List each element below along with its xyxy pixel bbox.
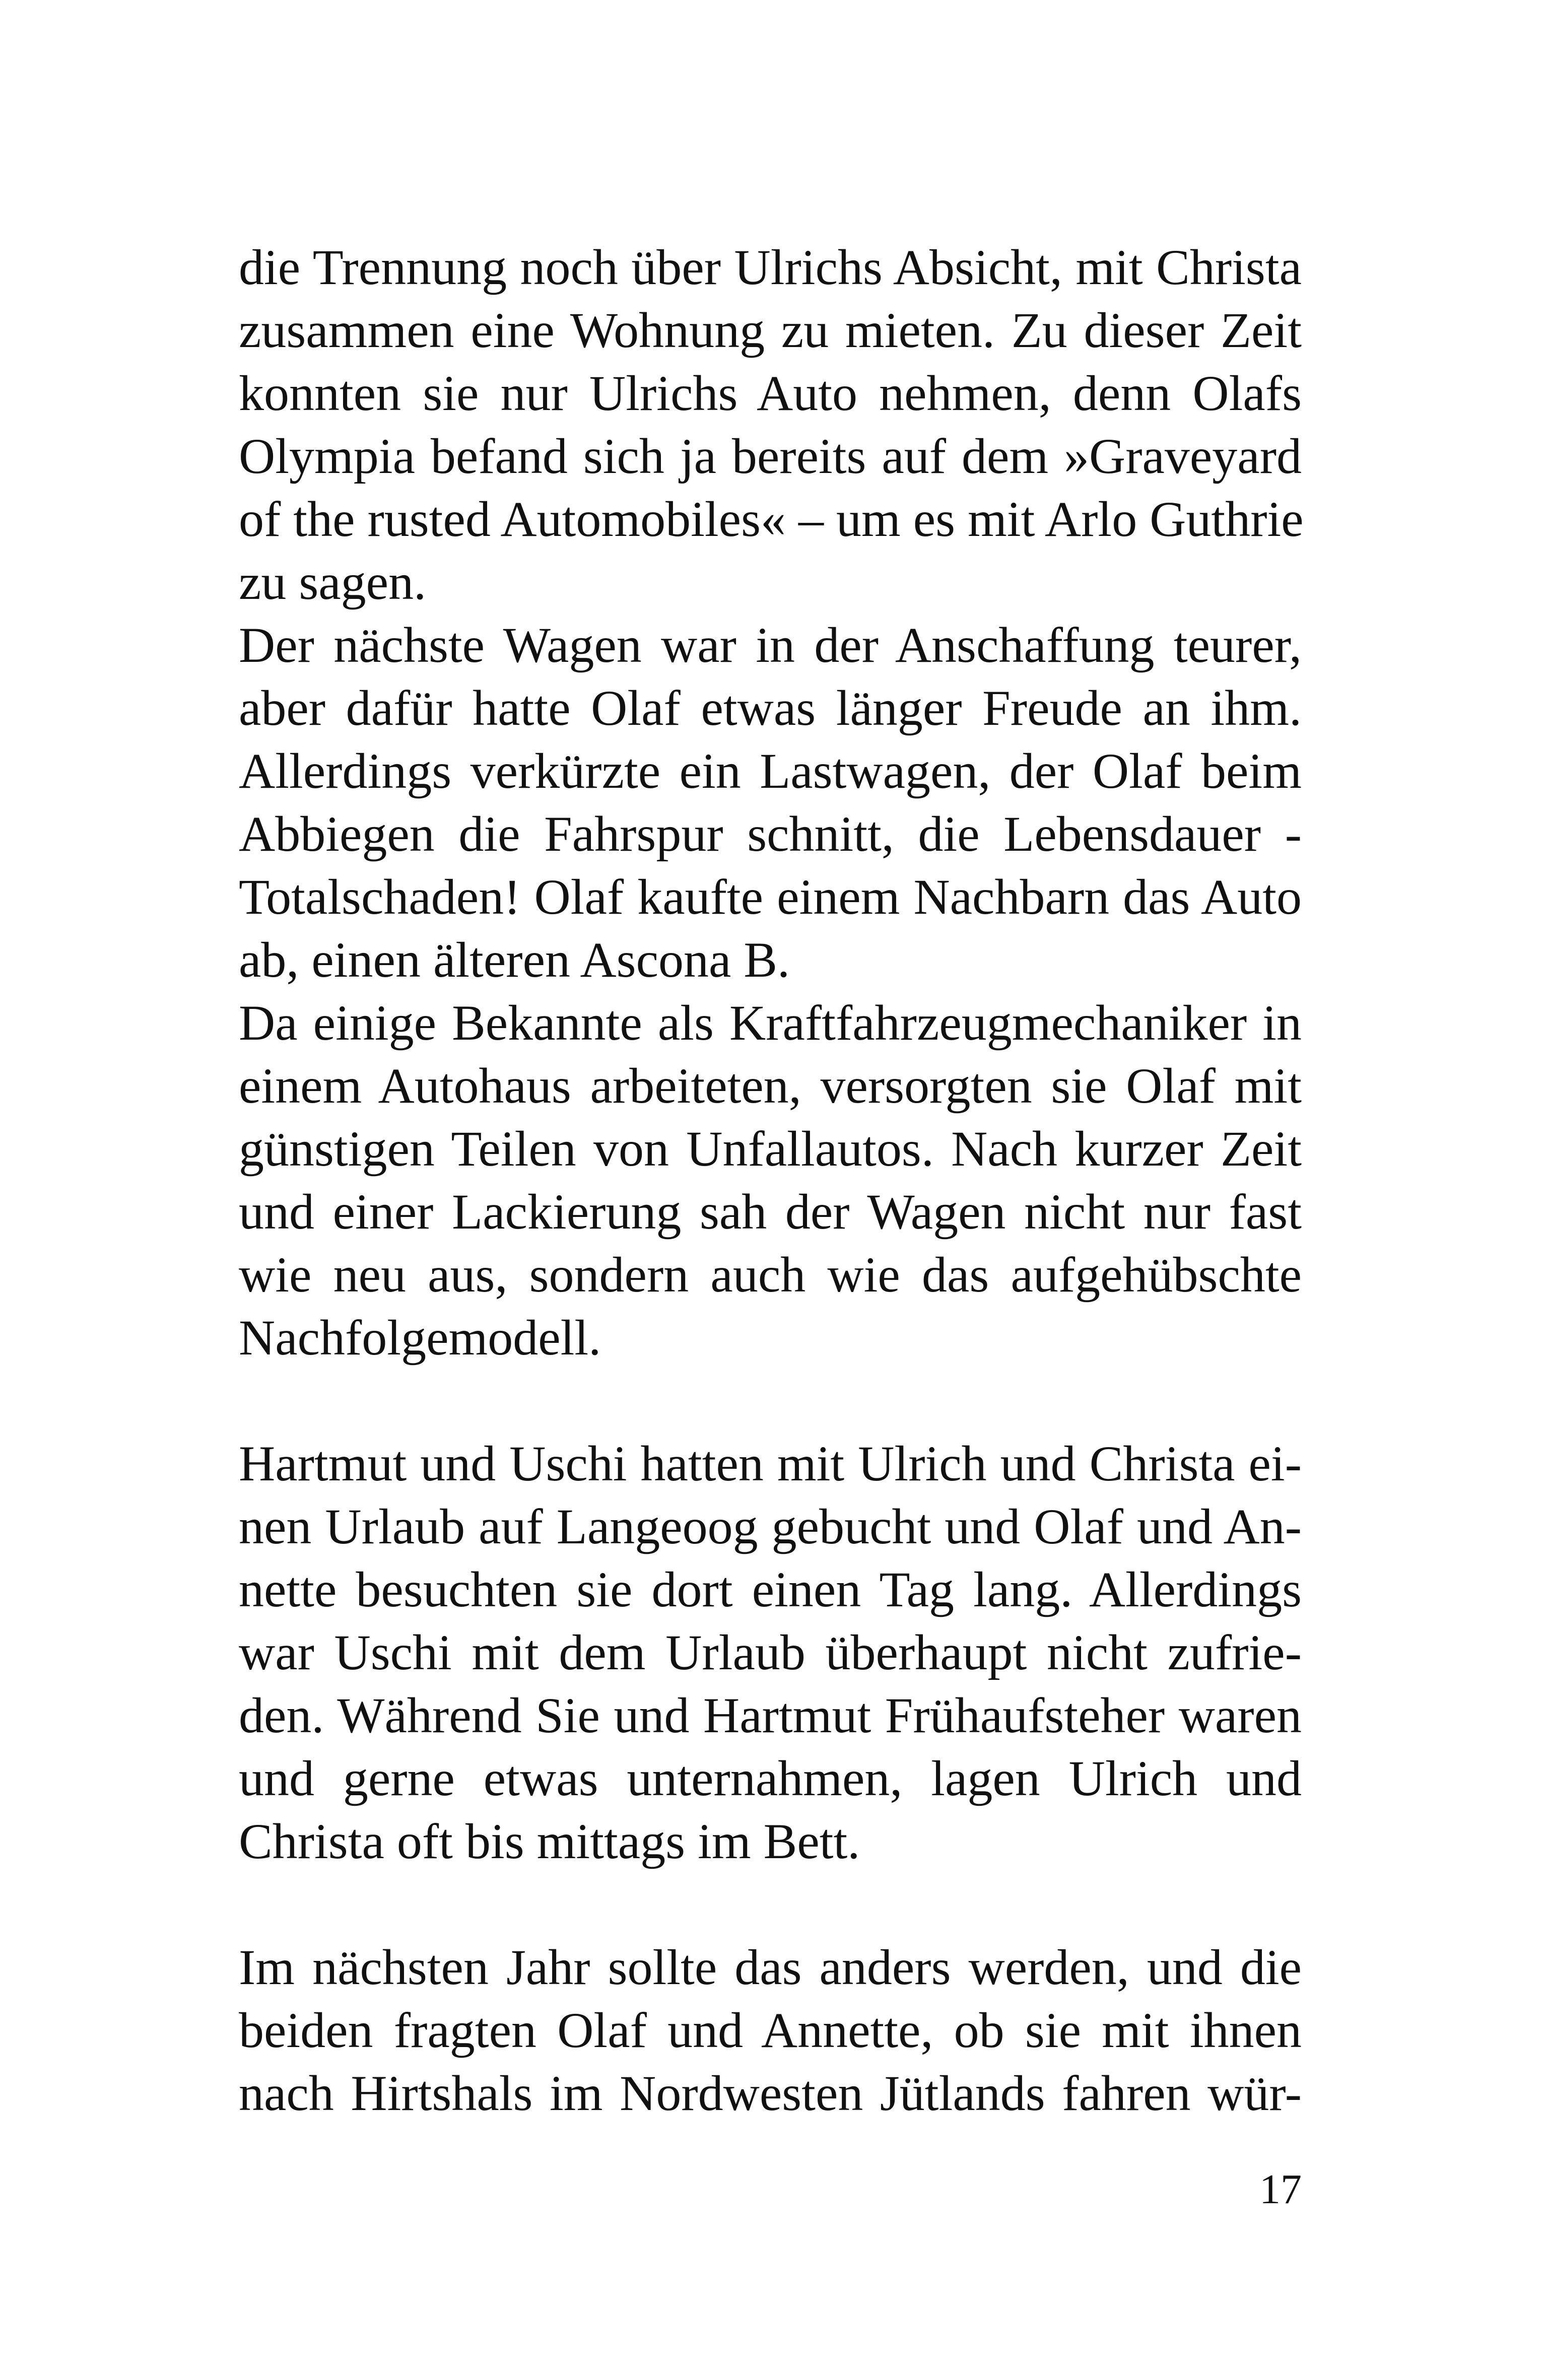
text-line: zu sagen. <box>239 554 427 610</box>
text-line: wie neu aus, sondern auch wie das aufgehübschte <box>239 1247 1302 1303</box>
page-number: 17 <box>1259 2166 1302 2213</box>
text-line: konnten sie nur Ulrichs Auto nehmen, denn Olafs <box>239 365 1302 421</box>
text-line: ab, einen älteren Ascona B. <box>239 932 790 988</box>
text-line: und einer Lackierung sah der Wagen nicht nur fast <box>239 1184 1302 1240</box>
text-line: Nachfolgemodell. <box>239 1310 601 1366</box>
text-line: die Trennung noch über Ulrichs Absicht, mit Christa <box>239 239 1302 295</box>
paragraph-gap <box>239 1369 1302 1432</box>
text-line: Im nächsten Jahr sollte das anders werden, und die <box>239 1939 1302 1995</box>
text-line: Christa oft bis mittags im Bett. <box>239 1813 860 1869</box>
text-line: Der nächste Wagen war in der Anschaffung teurer, <box>239 617 1302 673</box>
text-line: nen Urlaub auf Langeoog gebucht und Olaf und An- <box>239 1499 1302 1554</box>
text-line: einem Autohaus arbeiteten, versorgten sie Olaf mit <box>239 1058 1302 1114</box>
body-text <box>239 236 1302 2125</box>
text-line: of the rusted Automobiles« – um es mit Arlo Guthrie <box>239 491 1304 547</box>
text-line: Allerdings verkürzte ein Lastwagen, der Olaf beim <box>239 743 1302 799</box>
text-line: Da einige Bekannte als Kraftfahrzeugmechaniker in <box>239 995 1302 1051</box>
paragraph-gap <box>239 1873 1302 1936</box>
text-line: zusammen eine Wohnung zu mieten. Zu dieser Zeit <box>239 302 1302 358</box>
text-line: aber dafür hatte Olaf etwas länger Freude an ihm. <box>239 680 1302 736</box>
text-line: Abbiegen die Fahrspur schnitt, die Lebensdauer - <box>239 806 1302 862</box>
text-line: war Uschi mit dem Urlaub überhaupt nicht zufrie- <box>239 1624 1302 1680</box>
text-line: beiden fragten Olaf und Annette, ob sie mit ihnen <box>239 2002 1302 2058</box>
text-line: günstigen Teilen von Unfallautos. Nach kurzer Zeit <box>239 1121 1302 1177</box>
text-line: Hartmut und Uschi hatten mit Ulrich und Christa ei- <box>239 1436 1302 1491</box>
text-line: nette besuchten sie dort einen Tag lang. Allerdings <box>239 1561 1302 1617</box>
text-line: Totalschaden! Olaf kaufte einem Nachbarn das Auto <box>239 869 1302 925</box>
text-line: und gerne etwas unternahmen, lagen Ulrich und <box>239 1750 1302 1806</box>
text-line: den. Während Sie und Hartmut Frühaufsteher waren <box>239 1687 1302 1743</box>
text-line: Olympia befand sich ja bereits auf dem »Graveyard <box>239 428 1302 484</box>
text-line: nach Hirtshals im Nordwesten Jütlands fahren wür- <box>239 2065 1302 2121</box>
